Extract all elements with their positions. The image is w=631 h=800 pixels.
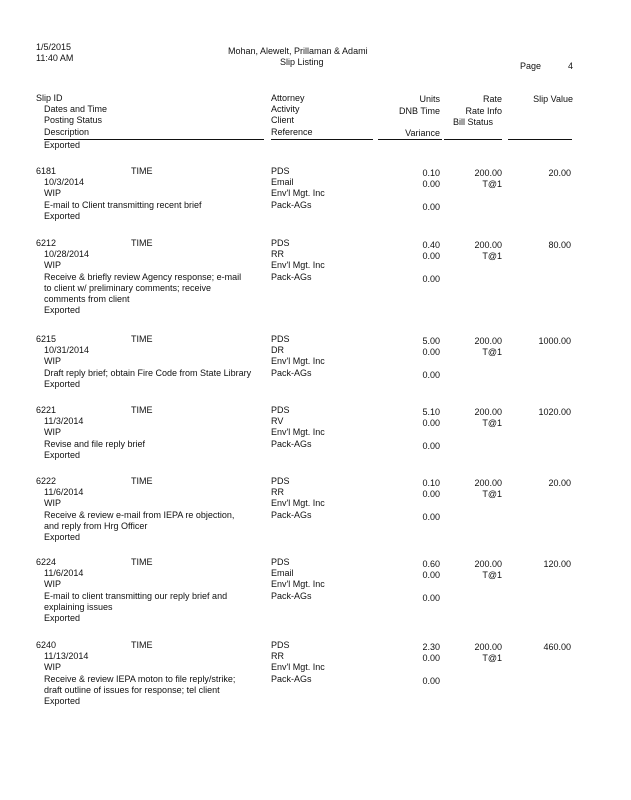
export-status: Exported — [44, 613, 81, 623]
attorney: PDS — [271, 640, 290, 650]
description-line: E-mail to client transmitting our reply brief and — [44, 591, 228, 601]
rate-info: T@1 — [482, 347, 502, 357]
col-reference: Reference — [271, 127, 313, 137]
rate: 200.00 — [474, 642, 502, 652]
carryover-export-status: Exported — [44, 140, 81, 150]
col-bill-status: Bill Status — [453, 117, 494, 127]
report-date: 1/5/2015 — [36, 42, 72, 52]
firm-name: Mohan, Alewelt, Prillaman & Adami — [228, 46, 368, 56]
dnb-time: 0.00 — [422, 489, 440, 499]
slip-id: 6212 — [36, 238, 57, 248]
dnb-time: 0.00 — [422, 570, 440, 580]
dnb-time: 0.00 — [422, 179, 440, 189]
rate-info: T@1 — [482, 418, 502, 428]
dnb-time: 0.00 — [422, 653, 440, 663]
slip-date: 11/6/2014 — [44, 568, 84, 578]
client: Env'l Mgt. Inc — [271, 579, 325, 589]
rate-info: T@1 — [482, 570, 502, 580]
client: Env'l Mgt. Inc — [271, 188, 325, 198]
slip-type: TIME — [131, 476, 153, 486]
header-rule-rate — [444, 139, 502, 140]
page-label: Page — [520, 61, 542, 71]
description-line: Draft reply brief; obtain Fire Code from State Library — [44, 368, 252, 378]
attorney: PDS — [271, 557, 290, 567]
slip-id: 6224 — [36, 557, 57, 567]
units: 0.40 — [422, 240, 440, 250]
col-dnb-time: DNB Time — [398, 106, 440, 116]
slip-id: 6181 — [36, 166, 57, 176]
posting-status: WIP — [44, 662, 61, 672]
variance: 0.00 — [422, 512, 440, 522]
col-attorney: Attorney — [271, 93, 305, 103]
client: Env'l Mgt. Inc — [271, 662, 325, 672]
description-line: explaining issues — [44, 602, 113, 612]
col-rate-info: Rate Info — [465, 106, 502, 116]
slip-id: 6240 — [36, 640, 57, 650]
posting-status: WIP — [44, 427, 61, 437]
header-rule-reference — [271, 139, 373, 140]
posting-status: WIP — [44, 188, 61, 198]
slip-value: 1020.00 — [538, 407, 571, 417]
rate-info: T@1 — [482, 179, 502, 189]
activity: RR — [271, 249, 284, 259]
posting-status: WIP — [44, 579, 61, 589]
report-time: 11:40 AM — [36, 53, 74, 63]
description-line: draft outline of issues for response; tel client — [44, 685, 220, 695]
variance: 0.00 — [422, 370, 440, 380]
slip-date: 10/28/2014 — [44, 249, 90, 259]
rate: 200.00 — [474, 478, 502, 488]
page-number: 4 — [568, 61, 574, 71]
slip-value: 20.00 — [548, 168, 571, 178]
activity: RR — [271, 651, 284, 661]
rate: 200.00 — [474, 559, 502, 569]
col-slip-value: Slip Value — [533, 94, 573, 104]
rate: 200.00 — [474, 240, 502, 250]
rate-info: T@1 — [482, 489, 502, 499]
slip-type: TIME — [131, 334, 153, 344]
dnb-time: 0.00 — [422, 347, 440, 357]
description-line: to client w/ preliminary comments; receive — [44, 283, 212, 293]
description-line: Receive & review e-mail from IEPA re objection, — [44, 510, 235, 520]
client: Env'l Mgt. Inc — [271, 498, 325, 508]
client: Env'l Mgt. Inc — [271, 356, 325, 366]
slip-id: 6221 — [36, 405, 57, 415]
posting-status: WIP — [44, 356, 61, 366]
reference: Pack-AGs — [271, 439, 312, 449]
activity: Email — [271, 177, 294, 187]
variance: 0.00 — [422, 593, 440, 603]
rate-info: T@1 — [482, 653, 502, 663]
slip-id: 6215 — [36, 334, 57, 344]
export-status: Exported — [44, 211, 81, 221]
reference: Pack-AGs — [271, 510, 312, 520]
description-line: Revise and file reply brief — [44, 439, 146, 449]
slip-date: 10/31/2014 — [44, 345, 90, 355]
rate: 200.00 — [474, 336, 502, 346]
col-units: Units — [419, 94, 440, 104]
slip-type: TIME — [131, 640, 153, 650]
export-status: Exported — [44, 696, 81, 706]
activity: Email — [271, 568, 294, 578]
col-description: Description — [44, 127, 90, 137]
description-line: and reply from Hrg Officer — [44, 521, 148, 531]
attorney: PDS — [271, 405, 290, 415]
description-line: E-mail to Client transmitting recent brief — [44, 200, 202, 210]
client: Env'l Mgt. Inc — [271, 260, 325, 270]
report-title: Slip Listing — [280, 57, 324, 67]
activity: RR — [271, 487, 284, 497]
header-rule-value — [508, 139, 572, 140]
units: 5.00 — [422, 336, 440, 346]
slip-value: 20.00 — [548, 478, 571, 488]
export-status: Exported — [44, 305, 81, 315]
slip-date: 10/3/2014 — [44, 177, 85, 187]
client: Env'l Mgt. Inc — [271, 427, 325, 437]
units: 0.60 — [422, 559, 440, 569]
attorney: PDS — [271, 334, 290, 344]
description-line: comments from client — [44, 294, 130, 304]
reference: Pack-AGs — [271, 591, 312, 601]
activity: RV — [271, 416, 284, 426]
slip-type: TIME — [131, 405, 153, 415]
slip-date: 11/3/2014 — [44, 416, 84, 426]
variance: 0.00 — [422, 202, 440, 212]
posting-status: WIP — [44, 260, 61, 270]
col-posting-status: Posting Status — [44, 115, 103, 125]
activity: DR — [271, 345, 284, 355]
variance: 0.00 — [422, 676, 440, 686]
export-status: Exported — [44, 379, 81, 389]
reference: Pack-AGs — [271, 272, 312, 282]
col-slip-id: Slip ID — [36, 93, 63, 103]
dnb-time: 0.00 — [422, 251, 440, 261]
reference: Pack-AGs — [271, 368, 312, 378]
slip-type: TIME — [131, 557, 153, 567]
description-line: Receive & review IEPA moton to file reply/strike; — [44, 674, 236, 684]
col-rate: Rate — [482, 94, 502, 104]
attorney: PDS — [271, 476, 290, 486]
slip-value: 1000.00 — [538, 336, 571, 346]
reference: Pack-AGs — [271, 674, 312, 684]
units: 2.30 — [422, 642, 440, 652]
col-activity: Activity — [271, 104, 300, 114]
description-line: Receive & briefly review Agency response; e-mail — [44, 272, 242, 282]
posting-status: WIP — [44, 498, 61, 508]
slip-value: 80.00 — [548, 240, 571, 250]
slip-type: TIME — [131, 166, 153, 176]
units: 5.10 — [422, 407, 440, 417]
units: 0.10 — [422, 478, 440, 488]
slip-date: 11/13/2014 — [44, 651, 89, 661]
attorney: PDS — [271, 166, 290, 176]
header-rule-units — [378, 139, 442, 140]
slip-type: TIME — [131, 238, 153, 248]
export-status: Exported — [44, 450, 81, 460]
slip-date: 11/6/2014 — [44, 487, 84, 497]
col-variance: Variance — [405, 128, 440, 138]
variance: 0.00 — [422, 274, 440, 284]
col-dates-and-time: Dates and Time — [44, 104, 108, 114]
dnb-time: 0.00 — [422, 418, 440, 428]
export-status: Exported — [44, 532, 81, 542]
reference: Pack-AGs — [271, 200, 312, 210]
col-client: Client — [271, 115, 295, 125]
rate-info: T@1 — [482, 251, 502, 261]
rate: 200.00 — [474, 407, 502, 417]
slip-value: 460.00 — [543, 642, 571, 652]
slip-id: 6222 — [36, 476, 57, 486]
units: 0.10 — [422, 168, 440, 178]
attorney: PDS — [271, 238, 290, 248]
rate: 200.00 — [474, 168, 502, 178]
variance: 0.00 — [422, 441, 440, 451]
slip-value: 120.00 — [543, 559, 571, 569]
